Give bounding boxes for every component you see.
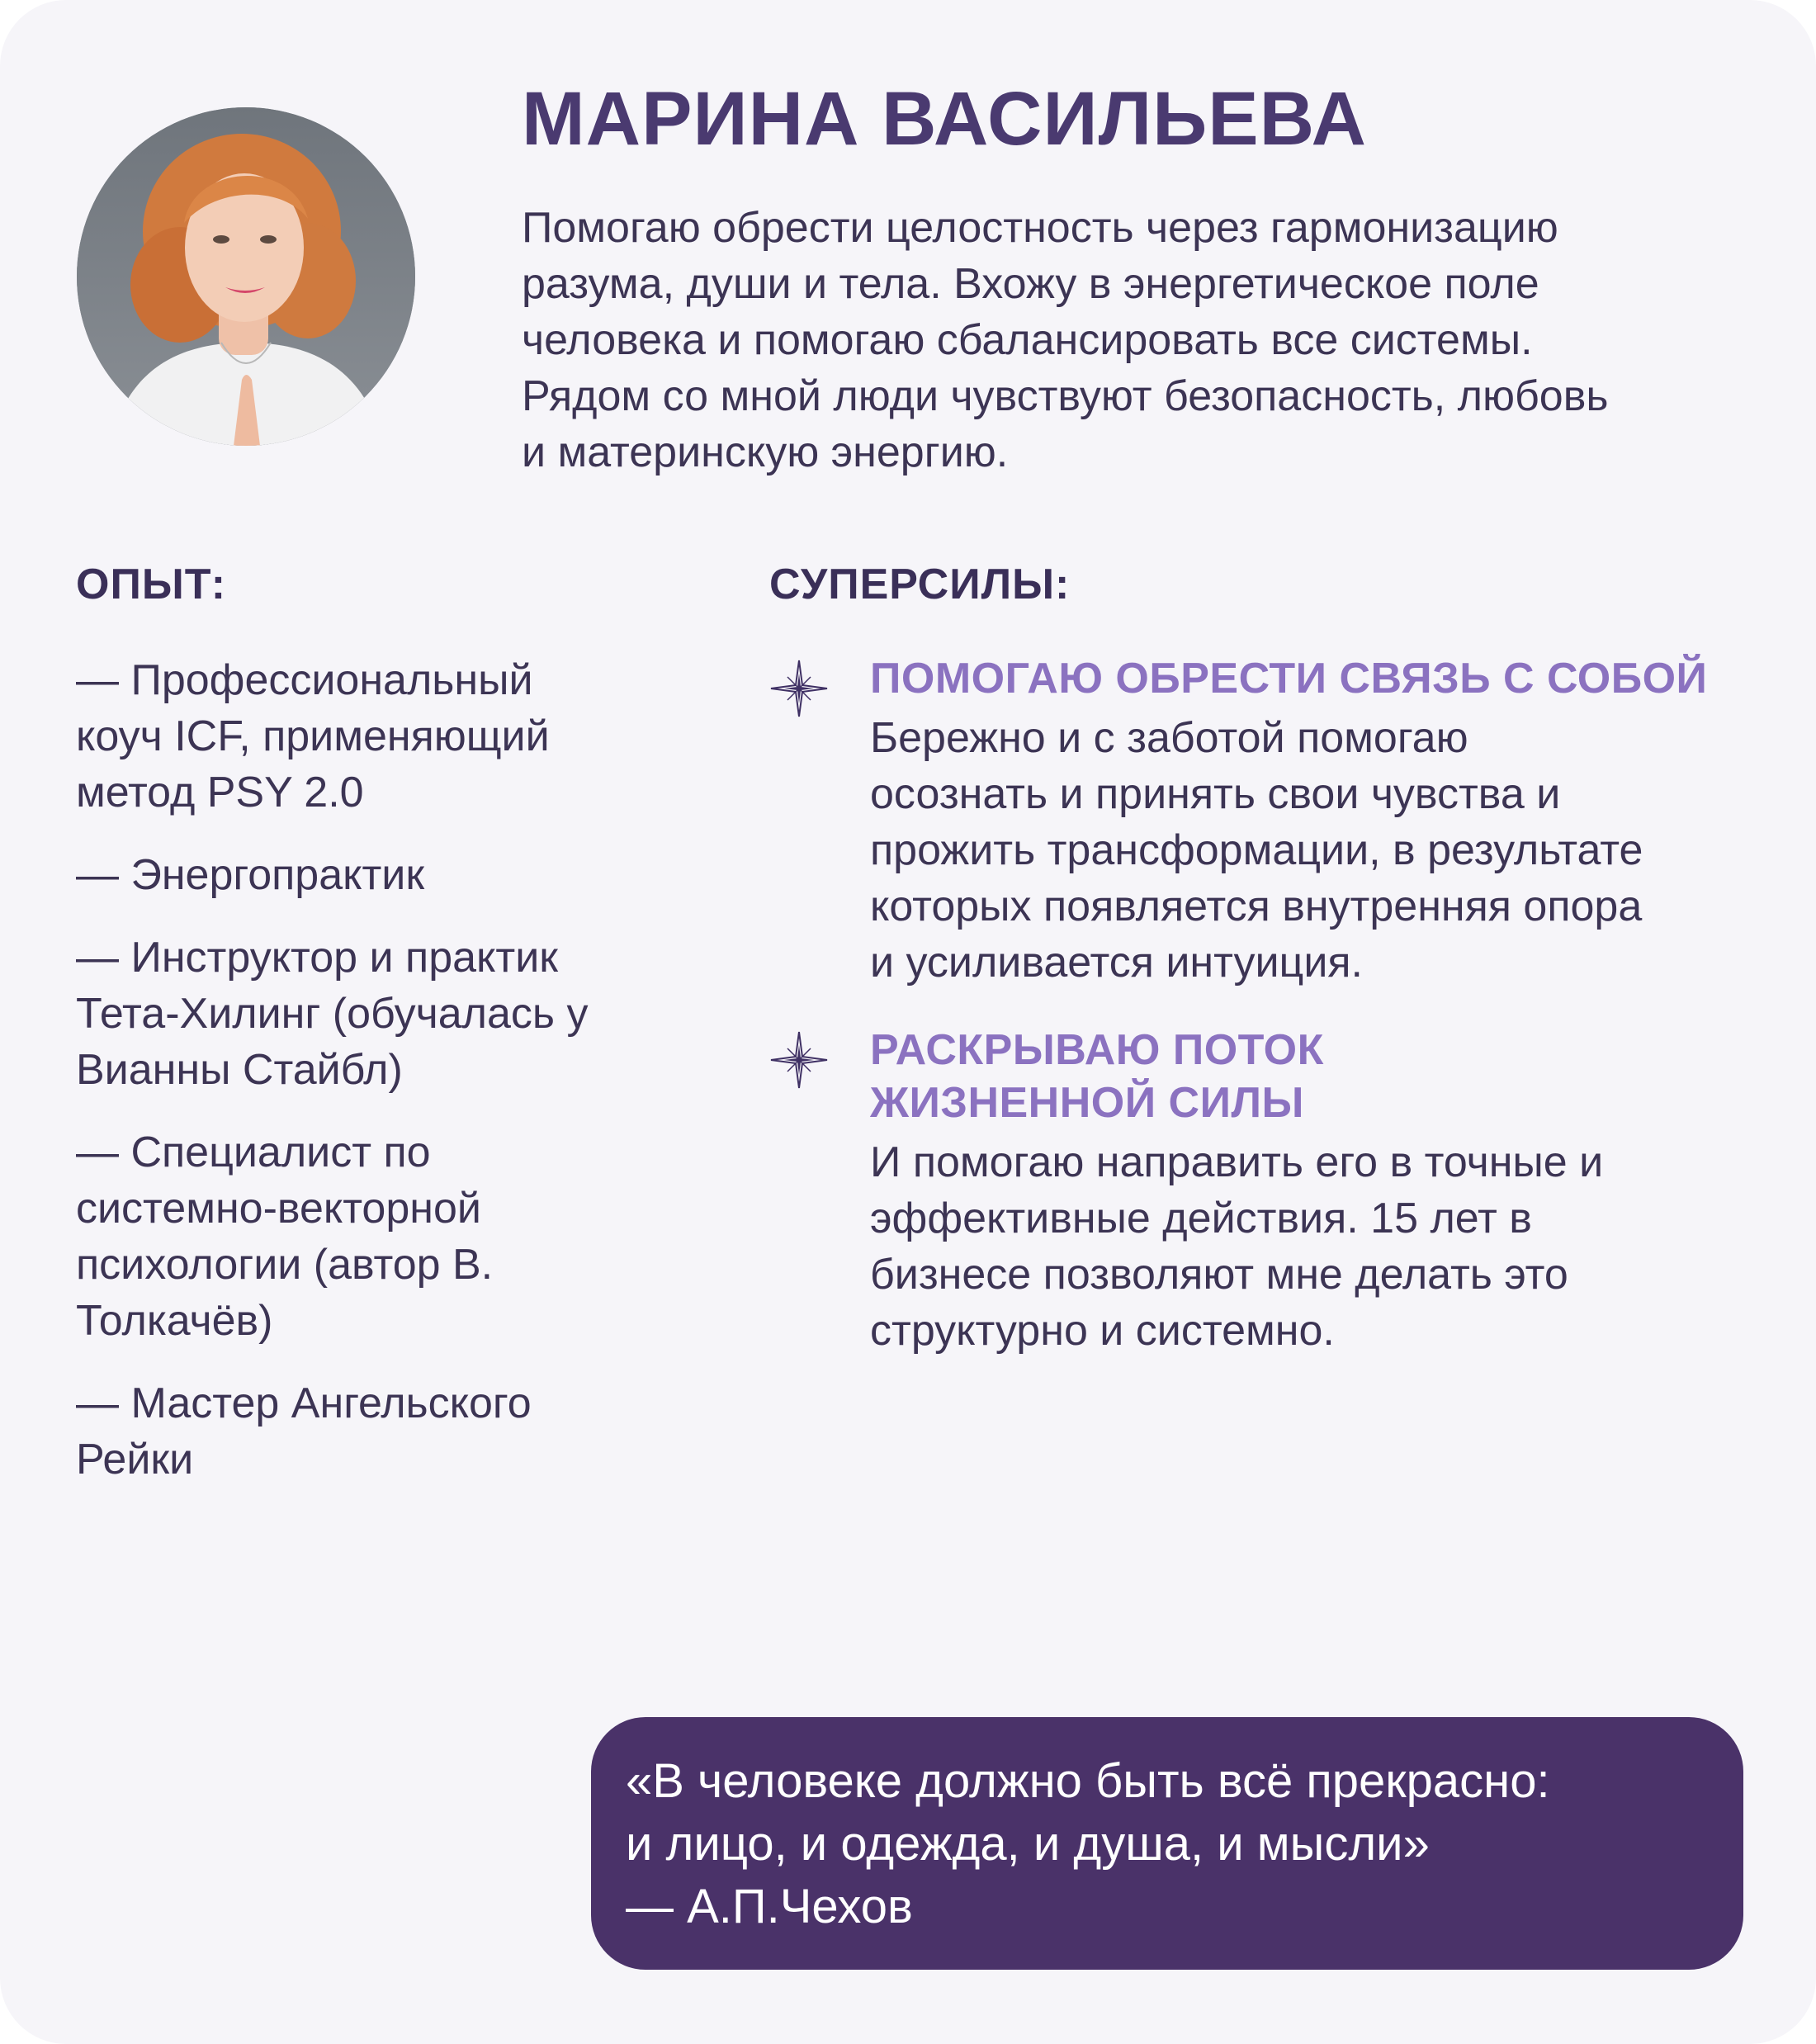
superpower-title [870, 1024, 1785, 1129]
experience-line: Толкачёв) [76, 1297, 273, 1345]
superpower-text [870, 1134, 1785, 1359]
bio-line: Рядом со мной люди чувствуют безопасность, любовь [522, 372, 1609, 420]
superpower-text-line: Бережно и с заботой помогаю [870, 714, 1468, 762]
experience-item [76, 847, 736, 903]
experience-item [76, 1375, 736, 1488]
experience-line: Тета-Хилинг (обучалась у [76, 990, 589, 1038]
experience-line: — Энергопрактик [76, 851, 425, 899]
experience-line: коуч ICF, применяющий [76, 712, 550, 760]
experience-item [76, 1124, 736, 1349]
bio-line: разума, души и тела. Вхожу в энергетическое поле [522, 260, 1539, 308]
quote-line: «В человеке должно быть всё прекрасно: [626, 1754, 1550, 1808]
superpower-title [870, 652, 1785, 705]
quote-line: и лицо, и одежда, и душа, и мысли» [626, 1817, 1430, 1871]
bio-line: человека и помогаю сбалансировать все системы. [522, 316, 1533, 364]
experience-item [76, 652, 736, 821]
experience-list [76, 652, 736, 1514]
superpower-text-line: которых появляется внутренняя опора [870, 882, 1643, 930]
experience-line: — Профессиональный [76, 656, 533, 704]
bio-line: Помогаю обрести целостность через гармонизацию [522, 204, 1558, 252]
avatar [77, 107, 415, 446]
experience-line: — Инструктор и практик [76, 934, 558, 982]
experience-line: Вианны Стайбл) [76, 1046, 403, 1094]
quote-block [591, 1717, 1743, 1970]
superpowers-heading: СУПЕРСИЛЫ: [769, 561, 1071, 608]
bio-line: и материнскую энергию. [522, 428, 1009, 476]
quote-author: — А.П.Чехов [626, 1880, 913, 1933]
sparkle-star-icon [769, 659, 829, 718]
superpower-title-line: ПОМОГАЮ ОБРЕСТИ СВЯЗЬ С СОБОЙ [870, 655, 1708, 703]
experience-heading: ОПЫТ: [76, 561, 227, 608]
superpower-title-line: РАСКРЫВАЮ ПОТОК [870, 1026, 1324, 1074]
experience-line: системно-векторной [76, 1185, 481, 1233]
profile-name: МАРИНА ВАСИЛЬЕВА [522, 77, 1367, 161]
sparkle-star-icon [769, 1030, 829, 1090]
superpower-title-line: ЖИЗНЕННОЙ СИЛЫ [870, 1079, 1304, 1127]
superpower-item [769, 1024, 1785, 1359]
superpower-text-line: структурно и системно. [870, 1307, 1335, 1355]
profile-bio [522, 200, 1760, 480]
experience-item [76, 930, 736, 1098]
experience-line: Рейки [76, 1436, 194, 1483]
experience-line: психологии (автор В. [76, 1241, 494, 1289]
experience-line: — Мастер Ангельского [76, 1379, 532, 1427]
experience-line: метод PSY 2.0 [76, 769, 364, 816]
superpower-text-line: бизнесе позволяют мне делать это [870, 1251, 1568, 1299]
experience-line: — Специалист по [76, 1128, 431, 1176]
superpower-text-line: и усиливается интуиция. [870, 939, 1363, 987]
superpower-text [870, 710, 1785, 991]
portrait-image [77, 107, 415, 446]
superpower-text-line: прожить трансформации, в результате [870, 826, 1643, 874]
superpower-text-line: осознать и принять свои чувства и [870, 770, 1561, 818]
superpower-text-line: эффективные действия. 15 лет в [870, 1195, 1532, 1242]
superpower-text-line: И помогаю направить его в точные и [870, 1138, 1604, 1186]
superpower-item [769, 652, 1785, 991]
